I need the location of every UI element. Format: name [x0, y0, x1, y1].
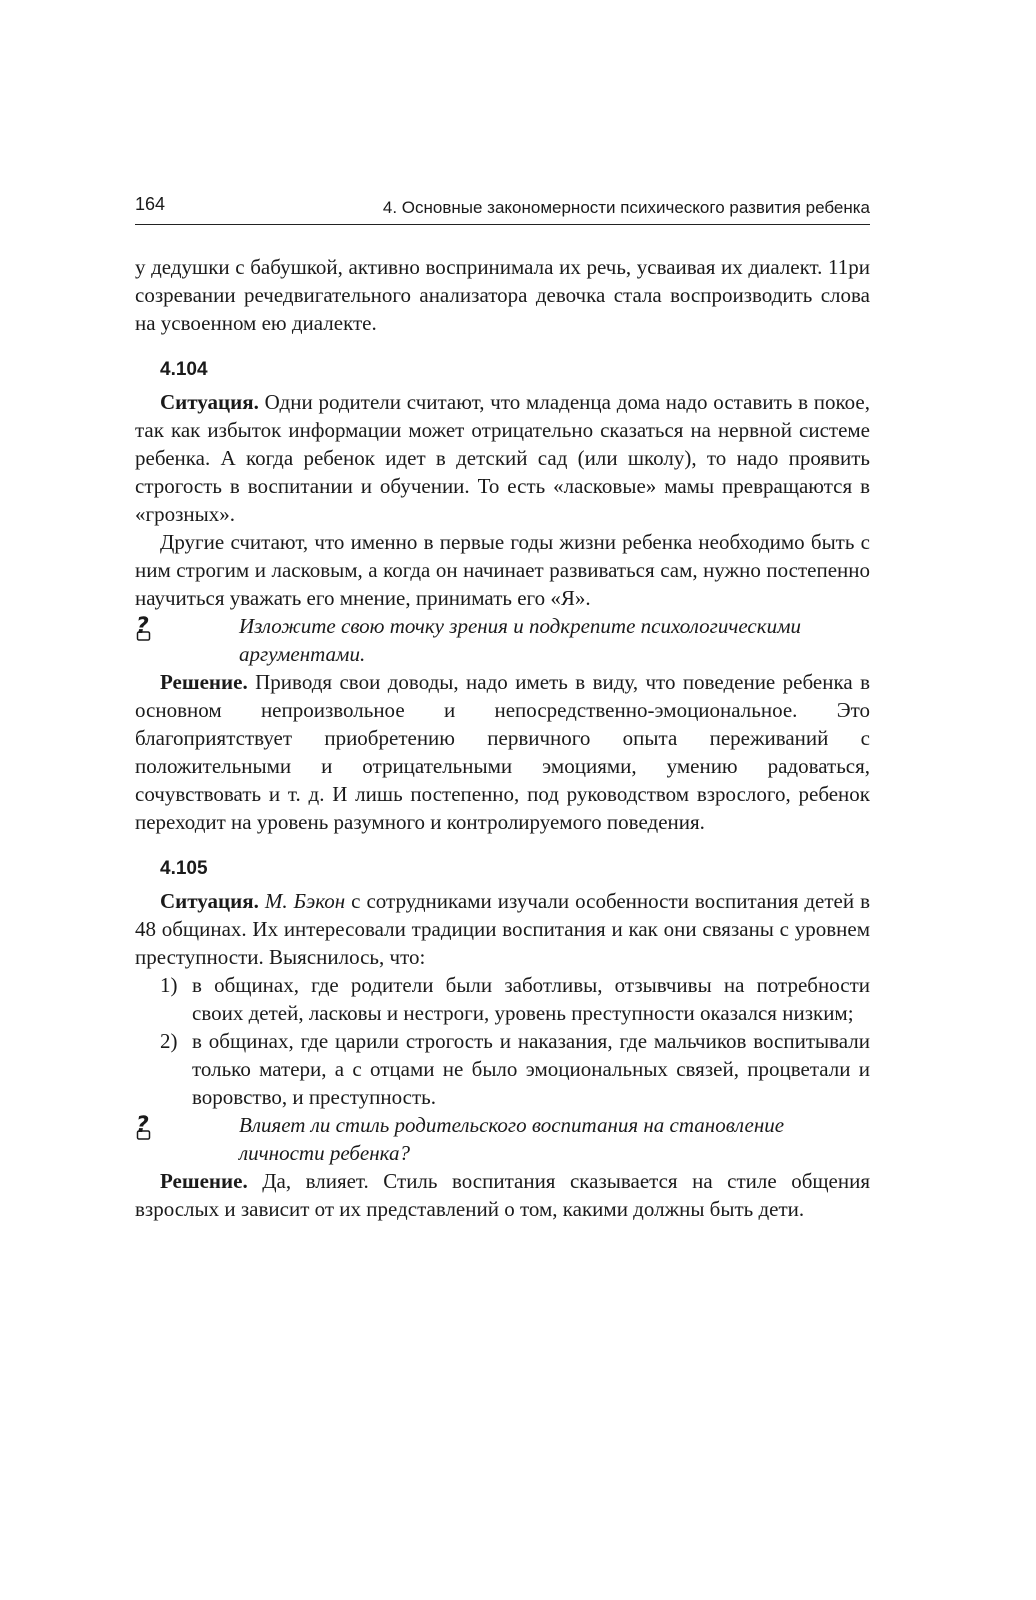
situation-author: М. Бэкон — [264, 889, 346, 913]
question-text: Влияет ли стиль родительского воспитания на становление личности ребенка? — [239, 1113, 785, 1165]
solution-label: Решение. — [160, 1169, 248, 1193]
situation-4-105 — [135, 887, 870, 971]
list-item-text: в общинах, где царили строгость и наказания, где мальчиков воспитывали только матери, а с отцами не было эмоциональных связей, процветали и воровство, и преступность. — [192, 1029, 870, 1109]
list-item — [135, 971, 870, 1027]
situation-label: Ситуация. — [160, 889, 259, 913]
page-body — [135, 253, 870, 1223]
svg-text:?: ? — [136, 614, 149, 639]
situation-text: с сотрудниками изучали особенности воспитания детей в 48 общинах. Их интересовали традиции воспитания и как они связаны с уровнем преступности. Выяснилось, что: — [135, 889, 871, 969]
solution-4-104 — [135, 668, 870, 836]
solution-label: Решение. — [160, 670, 248, 694]
svg-text:?: ? — [136, 1113, 149, 1138]
list-item-number: 1) — [160, 973, 178, 997]
situation-label: Ситуация. — [160, 390, 259, 414]
list-item-text: в общинах, где родители были заботливы, отзывчивы на потребности своих детей, ласковы и нестроги, уровень преступности оказался низким; — [192, 973, 870, 1025]
question-icon — [135, 1112, 157, 1140]
question-4-105 — [135, 1111, 870, 1167]
intro-paragraph: у дедушки с бабушкой, активно воспринимала их речь, усваивая их диалект. 11ри созревании речедвигательного анализатора девочка стала воспроизводить слова на усвоенном ею диалекте. — [135, 255, 870, 335]
question-icon — [135, 613, 157, 641]
situation-4-104-continued: Другие считают, что именно в первые годы жизни ребенка необходимо быть с ним строгим и ласковым, а когда он начинает развиваться сам, нужно постепенно научиться уважать его мнение, принимать его «Я». — [135, 530, 870, 610]
running-head: 4. Основные закономерности психического развития ребенка — [382, 198, 870, 217]
situation-text: Одни родители считают, что младенца дома надо оставить в покое, так как избыток информации может отрицательно сказаться на нервной системе ребенка. А когда ребенок идет в детский сад (или школу), то надо проявить строгость в воспитании и обучении. То есть «ласковые» мамы превращаются в «грозных». — [135, 390, 870, 526]
list-item-number: 2) — [160, 1029, 178, 1053]
solution-text: Приводя свои доводы, надо иметь в виду, что поведение ребенка в основном непроизвольное и непосредственно-эмоциональное. Это благоприятствует приобретению первичного опыта переживаний с положительными и отрицательными эмоциями, умению радоваться, сочувствовать и т. д. И лишь постепенно, под руководством взрослого, ребенок переходит на уровень разумного и контролируемого поведения. — [135, 670, 871, 834]
section-number-4-104: 4.104 — [160, 359, 208, 380]
situation-4-104 — [135, 388, 870, 528]
page-number: 164 — [135, 194, 166, 214]
question-text: Изложите свою точку зрения и подкрепите психологическими аргументами. — [239, 614, 801, 666]
solution-4-105 — [135, 1167, 870, 1223]
list-item — [135, 1027, 870, 1111]
page-header — [135, 194, 870, 225]
solution-text: Да, влияет. Стиль воспитания сказывается на стиле общения взрослых и зависит от их представлений о том, какими должны быть дети. — [135, 1169, 870, 1221]
section-number-4-105: 4.105 — [160, 858, 208, 879]
question-4-104 — [135, 612, 870, 668]
